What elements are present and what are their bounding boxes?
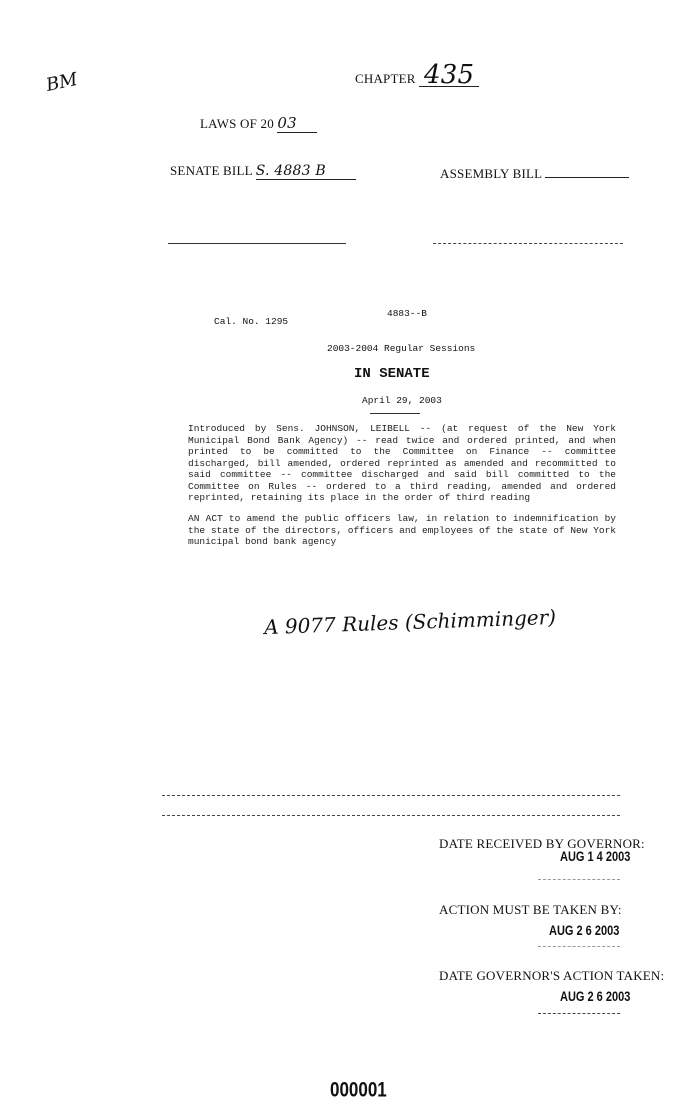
margin-initials: BM [44, 68, 80, 97]
action-rule [538, 946, 620, 947]
action-taken-label: DATE GOVERNOR'S ACTION TAKEN: [439, 968, 665, 983]
assembly-signature-line [433, 243, 623, 244]
introduction-block [188, 423, 616, 504]
date-rule [370, 413, 420, 414]
date-received-stamp: AUG 1 4 2003 [560, 849, 631, 865]
assembly-bill-number [545, 163, 629, 178]
action-taken-rule [538, 1013, 620, 1014]
date-received-label: DATE RECEIVED BY GOVERNOR: [439, 836, 645, 851]
received-rule [538, 879, 620, 880]
assembly-bill-label: ASSEMBLY BILL [440, 166, 542, 181]
bill-number: 4883--B [387, 308, 427, 319]
introduction-text: Introduced by Sens. JOHNSON, LEIBELL -- (at request of the New York Municipal Bond Bank Agency) -- read twice and ordered printed, and when printed to be committed to the Committee on Finance -- committee discharged, bill amended, ordered reprinted as amended and recommitted to said committee -- committee discharged and said bill committed to the Committee on Rules -- ordered to a third reading, amended and ordered reprinted, retaining its place in the order of third reading [188, 423, 616, 503]
senate-signature-line [168, 243, 346, 244]
assembly-bill-line [440, 163, 629, 182]
handwritten-note: A 9077 Rules (Schimminger) [263, 604, 557, 640]
act-title-text: AN ACT to amend the public officers law, in relation to indemnification by the state of the directors, officers and employees of the state of New York municipal bond bank agency [188, 513, 616, 547]
action-must-be-taken-stamp: AUG 2 6 2003 [549, 923, 620, 939]
senate-bill-number: S. 4883 B [256, 163, 356, 180]
calendar-number: Cal. No. 1295 [214, 316, 289, 327]
act-title-block [188, 513, 616, 548]
senate-bill-label: SENATE BILL [170, 163, 253, 178]
laws-of-year: 03 [277, 114, 317, 133]
senate-bill-line [170, 163, 356, 180]
bill-date: April 29, 2003 [362, 395, 442, 406]
chapter-line [355, 60, 479, 90]
separator-line-2 [162, 815, 620, 816]
page-number: 000001 [330, 1077, 387, 1102]
session-line: 2003-2004 Regular Sessions [327, 343, 476, 354]
laws-of-label: LAWS OF 20 [200, 116, 274, 131]
separator-line-1 [162, 795, 620, 796]
laws-of-line [200, 114, 317, 133]
action-must-be-taken-label: ACTION MUST BE TAKEN BY: [439, 902, 622, 917]
chapter-label: CHAPTER [355, 71, 416, 86]
chamber-heading: IN SENATE [354, 366, 430, 382]
action-taken-stamp: AUG 2 6 2003 [560, 989, 631, 1005]
chapter-number: 435 [419, 64, 479, 87]
